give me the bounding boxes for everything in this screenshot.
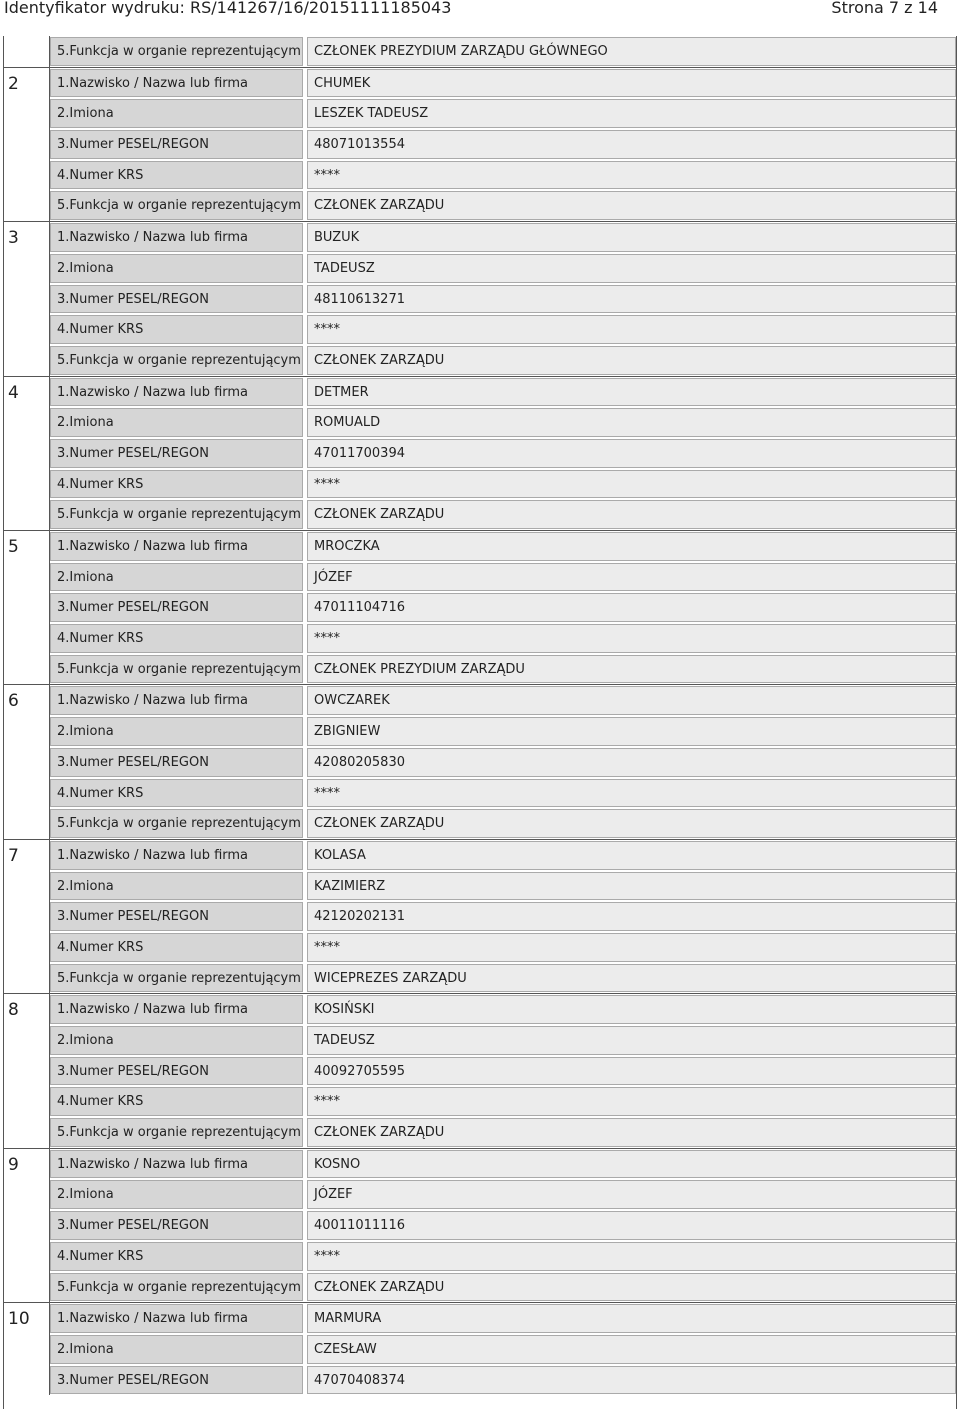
field-label: 1.Nazwisko / Nazwa lub firma [50, 1150, 303, 1179]
field-row-krs [4, 314, 956, 345]
field-value: MROCZKA [307, 532, 956, 561]
field-value: 42080205830 [307, 748, 956, 777]
field-label: 3.Numer PESEL/REGON [50, 748, 303, 777]
entry-group [4, 839, 956, 993]
field-label: 1.Nazwisko / Nazwa lub firma [50, 532, 303, 561]
field-value: MARMURA [307, 1304, 956, 1333]
field-row-function [4, 499, 956, 530]
field-row-function [4, 345, 956, 376]
field-label: 3.Numer PESEL/REGON [50, 130, 303, 159]
entry-number: 3 [8, 228, 19, 249]
field-row-pesel [4, 284, 956, 315]
field-row-names [4, 1179, 956, 1210]
field-value: JÓZEF [307, 563, 956, 592]
field-row-surname [4, 1303, 956, 1334]
field-row-krs [4, 469, 956, 500]
field-value: CZŁONEK ZARZĄDU [307, 1118, 956, 1147]
field-row-krs [4, 1086, 956, 1117]
field-row-names [4, 407, 956, 438]
field-row-function [4, 808, 956, 839]
field-value: **** [307, 315, 956, 344]
field-value: BUZUK [307, 223, 956, 252]
field-row-names [4, 1025, 956, 1056]
entry-number: 5 [8, 537, 19, 557]
field-label: 5.Funkcja w organie reprezentującym [50, 346, 303, 375]
field-value: TADEUSZ [307, 1026, 956, 1055]
field-row-surname [4, 377, 956, 408]
representatives-table [3, 36, 957, 1409]
field-label: 4.Numer KRS [50, 624, 303, 653]
field-value: CZŁONEK ZARZĄDU [307, 191, 956, 220]
field-value: TADEUSZ [307, 254, 956, 283]
field-value: **** [307, 1242, 956, 1271]
field-label: 1.Nazwisko / Nazwa lub firma [50, 995, 303, 1024]
field-value: ROMUALD [307, 408, 956, 437]
field-row-names [4, 562, 956, 593]
entry-continuation [4, 36, 956, 67]
field-row-surname [4, 68, 956, 99]
field-value: 47011700394 [307, 439, 956, 468]
field-label: 1.Nazwisko / Nazwa lub firma [50, 686, 303, 715]
field-label: 3.Numer PESEL/REGON [50, 285, 303, 314]
page-number: Strona 7 z 14 [831, 0, 938, 17]
field-row-function [4, 1272, 956, 1303]
field-row-names [4, 716, 956, 747]
entry-group [4, 1148, 956, 1302]
field-row-names [4, 98, 956, 129]
field-value: CHUMEK [307, 69, 956, 98]
entry-group [4, 1302, 956, 1395]
field-value: CZŁONEK ZARZĄDU [307, 809, 956, 838]
field-row-krs [4, 623, 956, 654]
field-row-surname [4, 685, 956, 716]
entry-number: 4 [8, 382, 19, 403]
field-value: 47011104716 [307, 593, 956, 622]
field-value: ZBIGNIEW [307, 717, 956, 746]
field-value: 40011011116 [307, 1211, 956, 1240]
field-label: 3.Numer PESEL/REGON [50, 439, 303, 468]
field-label: 1.Nazwisko / Nazwa lub firma [50, 1304, 303, 1333]
entry-group [4, 221, 956, 375]
field-value: 40092705595 [307, 1057, 956, 1086]
field-label: 1.Nazwisko / Nazwa lub firma [50, 841, 303, 870]
entry-number: 6 [8, 691, 19, 712]
field-row-pesel [4, 1210, 956, 1241]
field-label: 2.Imiona [50, 408, 303, 437]
field-label: 5.Funkcja w organie reprezentującym [50, 500, 303, 529]
field-row-pesel [4, 901, 956, 932]
field-row-names [4, 1334, 956, 1365]
field-row-surname [4, 994, 956, 1025]
field-label: 4.Numer KRS [50, 470, 303, 499]
entries-container [4, 67, 956, 1396]
field-value: KAZIMIERZ [307, 872, 956, 901]
field-value: CZŁONEK PREZYDIUM ZARZĄDU [307, 655, 956, 684]
field-label: 5.Funkcja w organie reprezentującym [50, 1118, 303, 1147]
field-label: 3.Numer PESEL/REGON [50, 902, 303, 931]
field-label: 2.Imiona [50, 99, 303, 128]
field-row-pesel [4, 438, 956, 469]
entry-number: 2 [8, 73, 19, 94]
field-value: LESZEK TADEUSZ [307, 99, 956, 128]
field-value: WICEPREZES ZARZĄDU [307, 964, 956, 993]
entry-group [4, 376, 956, 530]
field-label: 5.Funkcja w organie reprezentującym [50, 1273, 303, 1302]
field-value: KOLASA [307, 841, 956, 870]
entry-group [4, 67, 956, 221]
entry-number: 7 [8, 845, 19, 866]
entry-number: 8 [8, 1000, 19, 1021]
field-label: 4.Numer KRS [50, 161, 303, 190]
field-value: 47070408374 [307, 1366, 956, 1395]
field-label: 3.Numer PESEL/REGON [50, 1211, 303, 1240]
field-label: 2.Imiona [50, 717, 303, 746]
entry-group [4, 993, 956, 1147]
field-row-names [4, 871, 956, 902]
field-label: 5.Funkcja w organie reprezentującym [50, 37, 303, 66]
field-value: **** [307, 933, 956, 962]
field-label: 1.Nazwisko / Nazwa lub firma [50, 69, 303, 98]
field-row-function [4, 963, 956, 994]
field-label: 4.Numer KRS [50, 315, 303, 344]
field-value: 48071013554 [307, 130, 956, 159]
field-row-pesel [4, 747, 956, 778]
field-label: 3.Numer PESEL/REGON [50, 1366, 303, 1395]
field-label: 2.Imiona [50, 254, 303, 283]
field-label: 3.Numer PESEL/REGON [50, 593, 303, 622]
field-value: **** [307, 1087, 956, 1116]
field-value: CZESŁAW [307, 1335, 956, 1364]
field-value: KOSIŃSKI [307, 995, 956, 1024]
field-row-pesel [4, 129, 956, 160]
field-value: KOSNO [307, 1150, 956, 1179]
field-label: 2.Imiona [50, 872, 303, 901]
field-label: 4.Numer KRS [50, 1242, 303, 1271]
entry-group [4, 684, 956, 838]
entry-number: 9 [8, 1154, 19, 1175]
field-label: 2.Imiona [50, 1026, 303, 1055]
print-identifier: Identyfikator wydruku: RS/141267/16/20151111185043 [4, 0, 452, 17]
field-label: 1.Nazwisko / Nazwa lub firma [50, 378, 303, 407]
field-value: **** [307, 470, 956, 499]
field-row-function [4, 190, 956, 221]
field-label: 2.Imiona [50, 1180, 303, 1209]
field-row-pesel [4, 592, 956, 623]
field-value: JÓZEF [307, 1180, 956, 1209]
field-row-krs [4, 932, 956, 963]
field-label: 5.Funkcja w organie reprezentującym [50, 655, 303, 684]
field-row-surname [4, 222, 956, 253]
field-label: 4.Numer KRS [50, 933, 303, 962]
field-value: **** [307, 161, 956, 190]
field-value: DETMER [307, 378, 956, 407]
field-row-krs [4, 160, 956, 191]
field-row-surname [4, 840, 956, 871]
field-row-function [4, 1117, 956, 1148]
field-value: CZŁONEK ZARZĄDU [307, 500, 956, 529]
field-label: 4.Numer KRS [50, 779, 303, 808]
field-label: 5.Funkcja w organie reprezentującym [50, 964, 303, 993]
field-value: CZŁONEK ZARZĄDU [307, 346, 956, 375]
field-label: 3.Numer PESEL/REGON [50, 1057, 303, 1086]
field-value: 42120202131 [307, 902, 956, 931]
field-row-pesel [4, 1056, 956, 1087]
field-row-function [4, 654, 956, 685]
field-label: 5.Funkcja w organie reprezentującym [50, 191, 303, 220]
field-row-surname [4, 1149, 956, 1180]
field-row-krs [4, 1241, 956, 1272]
entry-number: 10 [8, 1309, 30, 1330]
print-header [0, 0, 960, 22]
field-value: OWCZAREK [307, 686, 956, 715]
field-row-names [4, 253, 956, 284]
field-value: **** [307, 624, 956, 653]
field-row-pesel [4, 1365, 956, 1396]
field-label: 2.Imiona [50, 1335, 303, 1364]
field-row-surname [4, 531, 956, 562]
field-label: 5.Funkcja w organie reprezentującym [50, 809, 303, 838]
field-label: 1.Nazwisko / Nazwa lub firma [50, 223, 303, 252]
field-value: 48110613271 [307, 285, 956, 314]
field-label: 4.Numer KRS [50, 1087, 303, 1116]
field-label: 2.Imiona [50, 563, 303, 592]
field-row-krs [4, 778, 956, 809]
field-value: CZŁONEK PREZYDIUM ZARZĄDU GŁÓWNEGO [307, 37, 956, 66]
field-row-function [4, 36, 956, 67]
entry-group [4, 530, 956, 684]
field-value: **** [307, 779, 956, 808]
field-value: CZŁONEK ZARZĄDU [307, 1273, 956, 1302]
